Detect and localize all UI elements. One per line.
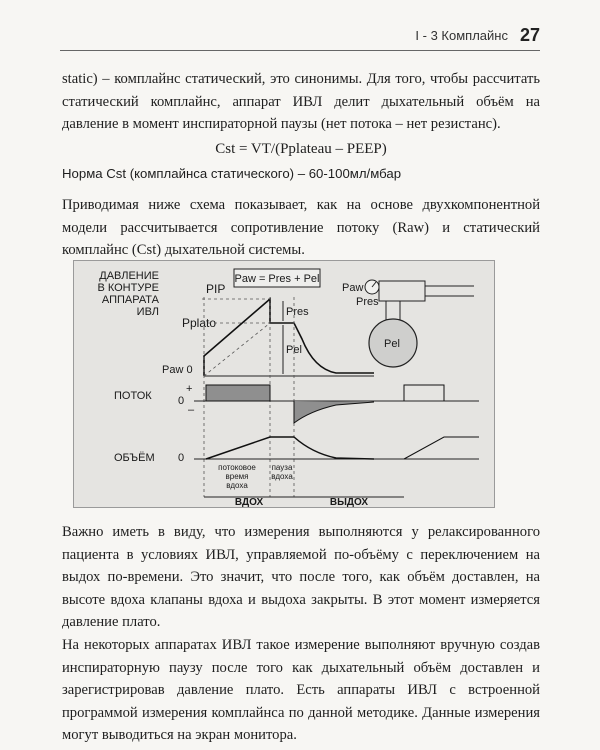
pause-phase-2: вдоха xyxy=(271,472,293,481)
devices-paragraph: На некоторых аппаратах ИВЛ такое измерение выполняют вручную создав инспираторную паузу после того как дыхательный объём доставлен и зарегистрировав давление плато. Есть аппараты ИВЛ с встроенной программой измерения комплайнса по данной методике. Данные измерения могут выводиться на экран монитора. xyxy=(62,637,540,743)
page-number: 27 xyxy=(519,24,540,45)
p-res-model-label: Pres xyxy=(356,296,379,308)
flow-phase-2: время xyxy=(225,472,249,481)
inspiratory-flow-block xyxy=(206,385,270,401)
volume-zero-label: 0 xyxy=(178,452,185,464)
running-title: I - 3 Комплайнс xyxy=(415,27,508,43)
pressure-elastic-line xyxy=(204,323,270,376)
next-cycle-volume xyxy=(404,437,479,459)
flow-phase-1: потоковое xyxy=(218,463,256,472)
flow-label: ПОТОК xyxy=(114,390,152,402)
pressure-label-2: В КОНТУРЕ xyxy=(97,282,159,294)
p-plato-label: Pplato xyxy=(182,316,217,330)
pressure-label-4: ИВЛ xyxy=(136,306,159,318)
ventilation-diagram-svg xyxy=(74,261,494,507)
volume-curve xyxy=(206,437,374,459)
paw-gauge-label: Paw xyxy=(342,282,364,294)
next-cycle-flow xyxy=(404,385,444,401)
measurement-paragraph: Важно иметь в виду, что измерения выполняются у релаксированного пациента в условиях ИВЛ, управляемой по-объёму с переключением на выдох по-времени. Это значит, что после того, как объём доставлен, на высоте вдоха клапаны вдоха и выдоха закрыты. В этот момент измеряется давление плато. xyxy=(62,524,540,630)
intro-paragraph: static) – комплайнс статический, это синонимы. Для того, чтобы рассчитать статический комплайнс, аппарат ИВЛ делит дыхательный объём на давление в момент инспираторной паузы (нет потока – нет резистанс). xyxy=(62,71,540,132)
volume-label: ОБЪЁМ xyxy=(114,452,155,464)
schema-paragraph: Приводимая ниже схема показывает, как на основе двухкомпонентной модели рассчитывается сопротивление потоку (Raw) и статический комплайнс (Cst) дыхательной системы. xyxy=(62,197,540,258)
expiratory-flow-curve xyxy=(294,401,374,423)
pressure-equation: Paw = Pres + Pel xyxy=(234,273,320,285)
flow-plus-label: + xyxy=(186,383,193,395)
paw-zero-label: Paw 0 xyxy=(162,364,193,376)
expiration-label: ВЫДОХ xyxy=(329,497,369,507)
flow-phase-3: вдоха xyxy=(226,481,248,490)
norm-note: Норма Cst (комплайнса статического) – 60-100мл/мбар xyxy=(62,166,402,181)
page-header xyxy=(415,22,540,48)
header-rule xyxy=(60,50,540,51)
airway-tube-icon xyxy=(379,281,425,301)
pressure-label-3: АППАРАТА xyxy=(101,294,159,306)
flow-zero-label: 0 xyxy=(178,395,185,407)
pause-phase-1: пауза xyxy=(271,463,293,472)
pressure-label-1: ДАВЛЕНИЕ xyxy=(99,270,159,282)
inspiration-label: ВДОХ xyxy=(234,497,264,507)
flow-minus-label: – xyxy=(188,404,195,416)
ventilation-diagram xyxy=(73,260,495,508)
p-el-model-label: Pel xyxy=(384,338,400,350)
p-res-label: Pres xyxy=(286,306,309,318)
pip-label: PIP xyxy=(206,282,226,296)
compliance-formula: Cst = VT/(Pplateau – PEEP) xyxy=(215,141,387,157)
p-el-label: Pel xyxy=(286,344,302,356)
